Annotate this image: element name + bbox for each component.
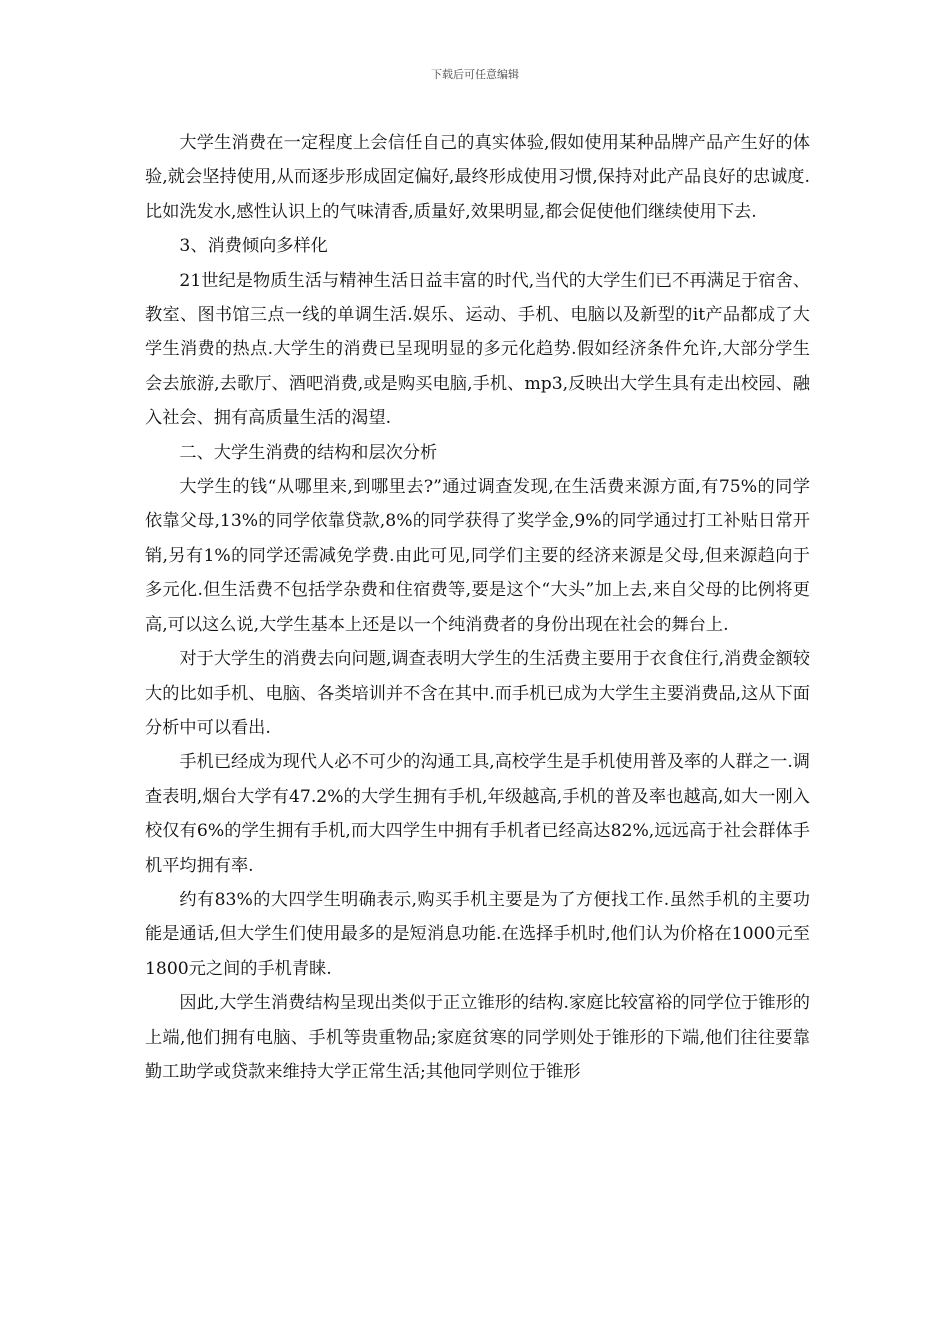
paragraph-diversified-consumption: 21世纪是物质生活与精神生活日益丰富的时代,当代的大学生们已不再满足于宿舍、教室、图书馆三点一线的单调生活.娱乐、运动、手机、电脑以及新型的it产品都成了大学生消费的热点.大学生的消费已呈现明显的多元化趋势.假如经济条件允许,大部分学生会去旅游,去歌厅、酒吧消费,或是购买电脑,手机、mp3,反映出大学生具有走出校园、融入社会、拥有高质量生活的渴望. bbox=[145, 270, 810, 429]
paragraph-spending-destination: 对于大学生的消费去向问题,调查表明大学生的生活费主要用于衣食住行,消费金额较大的比如手机、电脑、各类培训并不含在其中.而手机已成为大学生主要消费品,这从下面分析中可以看出. bbox=[145, 649, 810, 738]
section-heading-structure-analysis: 二、大学生消费的结构和层次分析 bbox=[179, 442, 438, 463]
document-body bbox=[145, 126, 810, 1089]
paragraph-consumption-pyramid: 因此,大学生消费结构呈现出类似于正立锥形的结构.家庭比较富裕的同学位于锥形的上端,他们拥有电脑、手机等贵重物品;家庭贫寒的同学则处于锥形的下端,他们往往要靠勤工助学或贷款来维持大学正常生活;其他同学则位于锥形 bbox=[145, 993, 810, 1082]
paragraph-mobile-phone-ownership: 手机已经成为现代人必不可少的沟通工具,高校学生是手机使用普及率的人群之一.调查表明,烟台大学有47.2%的大学生拥有手机,年级越高,手机的普及率也越高,如大一刚入校仅有6%的学生拥有手机,而大四学生中拥有手机者已经高达82%,远远高于社会群体手机平均拥有率. bbox=[145, 752, 810, 876]
paragraph-phone-purpose: 约有83%的大四学生明确表示,购买手机主要是为了方便找工作.虽然手机的主要功能是通话,但大学生们使用最多的是短消息功能.在选择手机时,他们认为价格在1000元至1800元之间的手机青睐. bbox=[145, 889, 810, 979]
subheading-diversified-consumption: 3、消费倾向多样化 bbox=[179, 236, 328, 257]
paragraph-experience-loyalty: 大学生消费在一定程度上会信任自己的真实体验,假如使用某种品牌产品产生好的体验,就会坚持使用,从而逐步形成固定偏好,最终形成使用习惯,保持对此产品良好的忠诚度.比如洗发水,感性认识上的气味清香,质量好,效果明显,都会促使他们继续使用下去. bbox=[145, 133, 810, 222]
paragraph-money-sources: 大学生的钱“从哪里来,到哪里去?”通过调查发现,在生活费来源方面,有75%的同学依靠父母,13%的同学依靠贷款,8%的同学获得了奖学金,9%的同学通过打工补贴日常开销,另有1%的同学还需减免学费.由此可见,同学们主要的经济来源是父母,但来源趋向于多元化.但生活费不包括学杂费和住宿费等,要是这个“大头”加上去,来自父母的比例将更高,可以这么说,大学生基本上还是以一个纯消费者的身份出现在社会的舞台上. bbox=[145, 477, 810, 635]
page-header: 下载后可任意编辑 bbox=[431, 68, 519, 81]
